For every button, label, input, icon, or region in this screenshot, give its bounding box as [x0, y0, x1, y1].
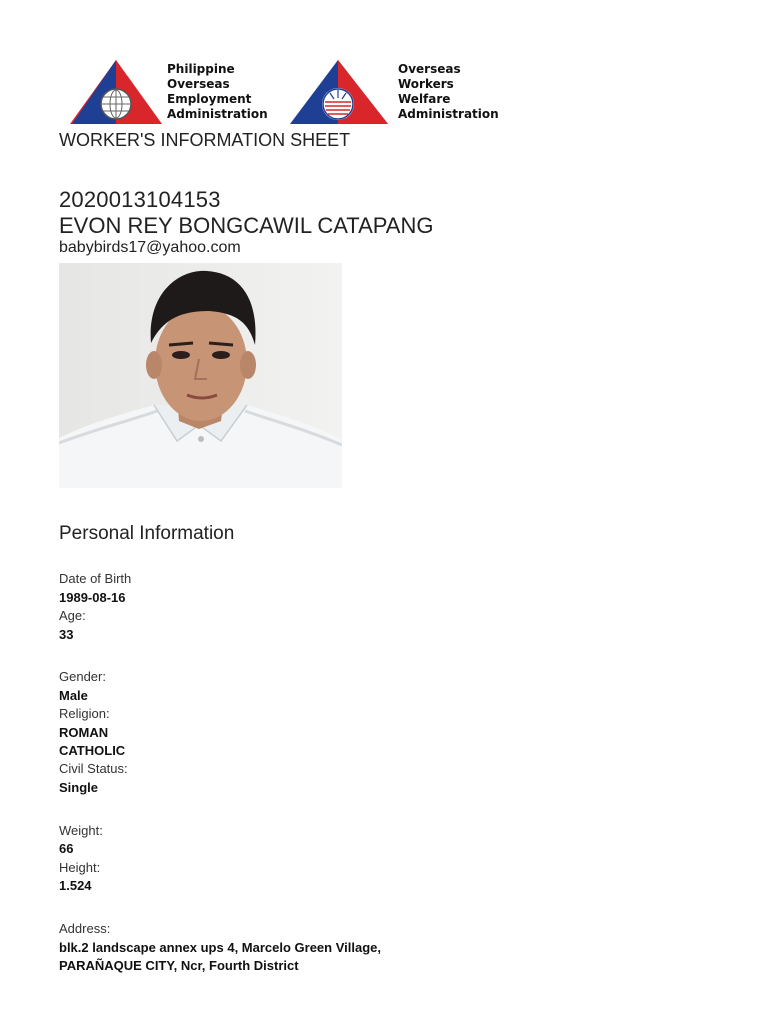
- poea-line: Employment: [167, 92, 252, 106]
- owwa-logo: [290, 58, 510, 126]
- worker-photo: [59, 263, 342, 488]
- dob-label: Date of Birth: [59, 571, 132, 586]
- poea-logo-text: [167, 62, 268, 122]
- worker-id: 2020013104153: [59, 187, 221, 212]
- dob-value: 1989-08-16: [59, 590, 126, 605]
- worker-email: babybirds17@yahoo.com: [59, 239, 241, 256]
- weight-value: 66: [59, 841, 74, 856]
- owwa-logo-text: [398, 62, 499, 122]
- age-label: Age:: [59, 608, 86, 623]
- address-label: Address:: [59, 921, 111, 936]
- owwa-line: Welfare: [398, 92, 451, 106]
- poea-triangle-globe-icon: [70, 58, 166, 126]
- section-title-personal-information: Personal Information: [59, 523, 235, 544]
- religion-label: Religion:: [59, 706, 110, 721]
- address-line-1: blk.2 landscape annex ups 4, Marcelo Green Village,: [59, 940, 382, 955]
- sheet-title: WORKER'S INFORMATION SHEET: [59, 130, 351, 150]
- religion-value-line-2: CATHOLIC: [59, 743, 126, 758]
- religion-value-line-1: ROMAN: [59, 725, 109, 740]
- civil-status-value: Single: [59, 780, 99, 795]
- poea-logo: [70, 58, 280, 126]
- gender-value: Male: [59, 688, 88, 703]
- address-line-2: PARAÑAQUE CITY, Ncr, Fourth District: [59, 958, 299, 973]
- height-label: Height:: [59, 860, 101, 875]
- owwa-triangle-sun-icon: [290, 58, 390, 126]
- owwa-line: Overseas: [398, 62, 461, 76]
- owwa-line: Administration: [398, 107, 499, 121]
- owwa-line: Workers: [398, 77, 454, 91]
- height-value: 1.524: [59, 878, 92, 893]
- worker-name: EVON REY BONGCAWIL CATAPANG: [59, 213, 434, 238]
- gender-label: Gender:: [59, 669, 106, 684]
- poea-line: Overseas: [167, 77, 230, 91]
- poea-line: Philippine: [167, 62, 235, 76]
- worker-portrait-image: [59, 263, 342, 488]
- weight-label: Weight:: [59, 823, 103, 838]
- poea-line: Administration: [167, 107, 268, 121]
- civil-status-label: Civil Status:: [59, 761, 128, 776]
- age-value: 33: [59, 627, 74, 642]
